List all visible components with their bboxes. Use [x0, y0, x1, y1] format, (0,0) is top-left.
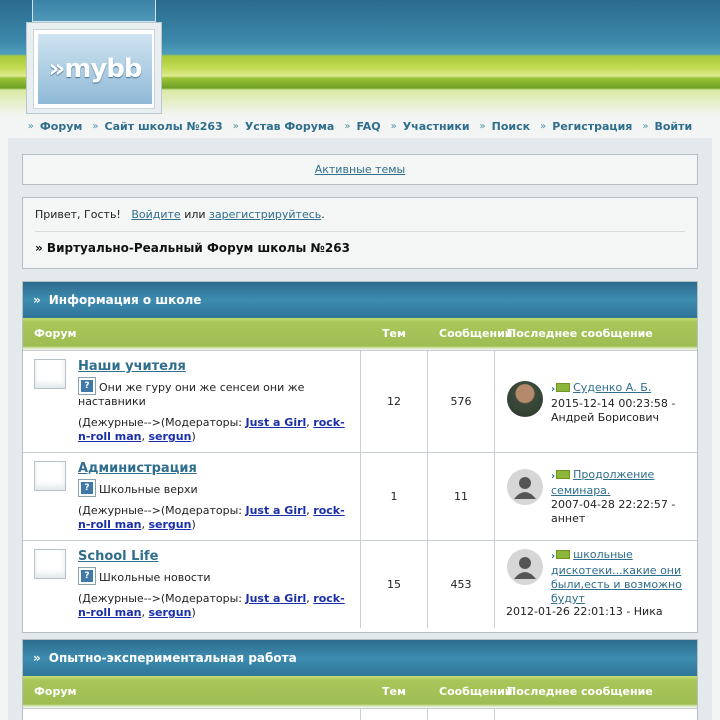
- nav-item-login[interactable]: [642, 120, 692, 133]
- last-post-meta: 2012-01-26 22:01:13 - Ника: [506, 605, 663, 618]
- category-school-info: [22, 281, 698, 633]
- last-post-link[interactable]: Суденко А. Б.: [573, 381, 652, 394]
- nav-bullet-icon: »: [540, 120, 547, 132]
- forum-name-link[interactable]: Наши учителя: [78, 359, 186, 374]
- question-icon: [78, 567, 96, 585]
- col-topics: Тем: [382, 327, 406, 340]
- last-post-link[interactable]: Продолжение семинара.: [551, 468, 655, 497]
- forum-row: [23, 540, 697, 628]
- nav-item-search[interactable]: [480, 120, 531, 133]
- nav-item-rules[interactable]: [233, 120, 335, 133]
- nav-item-register[interactable]: [540, 120, 632, 133]
- nav-link-members[interactable]: Участники: [402, 119, 470, 133]
- forum-desc-text: Школьные новости: [99, 571, 211, 584]
- col-last-post: Последнее сообщение: [507, 685, 653, 698]
- forum-row: [23, 708, 697, 720]
- moderators-prefix: (Дежурные-->(Модераторы:: [78, 592, 242, 605]
- nav-bullet-icon: »: [390, 120, 397, 132]
- double-chevron-icon: »: [33, 293, 41, 307]
- category-experimental-work: [22, 639, 698, 720]
- category-title: Опытно-экспериментальная работа: [48, 651, 297, 665]
- nav-bullet-icon: »: [232, 120, 239, 132]
- nav-bullet-icon: »: [642, 120, 649, 132]
- double-chevron-icon: »: [33, 651, 41, 665]
- default-avatar-icon[interactable]: [507, 469, 543, 505]
- nav-item-faq[interactable]: [344, 120, 380, 133]
- login-link[interactable]: Войдите: [131, 208, 181, 221]
- moderator-link[interactable]: Just a Girl: [245, 592, 307, 605]
- moderators-prefix: (Дежурные-->(Модераторы:: [78, 416, 242, 429]
- new-post-icon[interactable]: ›: [551, 382, 573, 397]
- category-header[interactable]: [23, 640, 697, 676]
- col-forum: Форум: [34, 685, 77, 698]
- forum-status-icon: [34, 461, 66, 491]
- active-topics-link[interactable]: Активные темы: [314, 163, 406, 176]
- forum-description: [78, 479, 353, 497]
- moderators: (Дежурные-->(Модераторы: Just a Girl, rock-n-roll man, sergun): [78, 592, 345, 619]
- forum-description: [78, 567, 353, 585]
- welcome-box: [22, 197, 698, 269]
- posts-count: 11: [454, 490, 468, 503]
- moderator-link[interactable]: rock-n-roll man: [78, 416, 345, 443]
- header-banner: [0, 0, 720, 116]
- forum-status-icon: [34, 549, 66, 579]
- user-avatar[interactable]: [507, 381, 543, 417]
- moderator-link[interactable]: Just a Girl: [245, 504, 307, 517]
- active-topics-bar: [22, 154, 698, 185]
- question-icon: [78, 377, 96, 395]
- nav-link-search[interactable]: Поиск: [491, 119, 531, 133]
- nav-item-forum[interactable]: [28, 120, 83, 133]
- register-link[interactable]: зарегистрируйтесь: [209, 208, 322, 221]
- nav-link-login[interactable]: Войти: [654, 119, 693, 133]
- last-post-meta: 2015-12-14 00:23:58 - Андрей Борисович: [551, 397, 676, 424]
- moderators-prefix: (Дежурные-->(Модераторы:: [78, 504, 242, 517]
- last-post-info: [551, 381, 691, 425]
- nav-bullet-icon: »: [479, 120, 486, 132]
- forum-desc-text: Школьные верхи: [99, 483, 198, 496]
- new-post-icon[interactable]: ›: [551, 469, 573, 484]
- nav-item-members[interactable]: [391, 120, 470, 133]
- default-avatar-icon[interactable]: [507, 549, 543, 585]
- col-topics: Тем: [382, 685, 406, 698]
- divider: [35, 231, 685, 232]
- posts-count: 453: [450, 578, 472, 591]
- forum-row: [23, 350, 697, 452]
- moderator-link[interactable]: sergun: [148, 518, 192, 531]
- or-text: или: [184, 208, 206, 221]
- nav-bullet-icon: »: [344, 120, 351, 132]
- last-post-meta: 2007-04-28 22:22:57 - аннет: [551, 498, 676, 525]
- mybb-logo[interactable]: [38, 34, 152, 104]
- new-post-icon[interactable]: ›: [551, 549, 573, 564]
- forum-desc-text: Они же гуру они же сенсеи они же наставники: [78, 381, 305, 408]
- page-content: [8, 138, 712, 720]
- posts-count: 576: [450, 395, 472, 408]
- last-post-info: [551, 548, 691, 606]
- top-navigation: [0, 116, 720, 136]
- moderator-link[interactable]: rock-n-roll man: [78, 592, 345, 619]
- nav-link-faq[interactable]: FAQ: [356, 119, 381, 133]
- logo-frame: [26, 22, 162, 114]
- forum-status-icon: [34, 359, 66, 389]
- nav-bullet-icon: »: [27, 120, 34, 132]
- greeting-text: Привет, Гость!: [35, 208, 121, 221]
- welcome-line: [35, 208, 685, 221]
- moderators: (Дежурные-->(Модераторы: Just a Girl, rock-n-roll man, sergun): [78, 416, 345, 443]
- nav-link-register[interactable]: Регистрация: [552, 119, 633, 133]
- forum-title: » Виртуально-Реальный Форум школы №263: [35, 241, 350, 255]
- col-posts: Сообщений: [439, 327, 513, 340]
- nav-bullet-icon: »: [92, 120, 99, 132]
- forum-name-link[interactable]: School Life: [78, 549, 159, 564]
- nav-link-rules[interactable]: Устав Форума: [244, 119, 335, 133]
- moderator-link[interactable]: sergun: [148, 606, 192, 619]
- topics-count: 15: [387, 578, 401, 591]
- logo-tab: [32, 0, 156, 22]
- nav-item-school-site[interactable]: [92, 120, 222, 133]
- col-last-post: Последнее сообщение: [507, 327, 653, 340]
- col-posts: Сообщений: [439, 685, 513, 698]
- period-text: .: [321, 208, 325, 221]
- forum-row: [23, 452, 697, 540]
- moderators: (Дежурные-->(Модераторы: Just a Girl, rock-n-roll man, sergun): [78, 504, 345, 531]
- column-headers: [23, 318, 697, 350]
- category-header[interactable]: [23, 282, 697, 318]
- logo-text: »mybb: [48, 54, 142, 84]
- col-forum: Форум: [34, 327, 77, 340]
- topics-count: 12: [387, 395, 401, 408]
- nav-link-school-site[interactable]: Сайт школы №263: [104, 119, 223, 133]
- last-post-link[interactable]: школьные дискотеки...какие они были,есть и возможно будут: [551, 548, 682, 605]
- category-title: Информация о школе: [48, 293, 202, 307]
- last-post-info: [551, 468, 691, 526]
- moderator-link[interactable]: Just a Girl: [245, 416, 307, 429]
- moderator-link[interactable]: sergun: [148, 430, 192, 443]
- column-headers: [23, 676, 697, 708]
- forum-name-link[interactable]: Администрация: [78, 461, 197, 476]
- nav-link-forum[interactable]: Форум: [39, 119, 83, 133]
- topics-count: 1: [390, 490, 398, 503]
- forum-description: [78, 377, 353, 409]
- moderator-link[interactable]: rock-n-roll man: [78, 504, 345, 531]
- question-icon: [78, 479, 96, 497]
